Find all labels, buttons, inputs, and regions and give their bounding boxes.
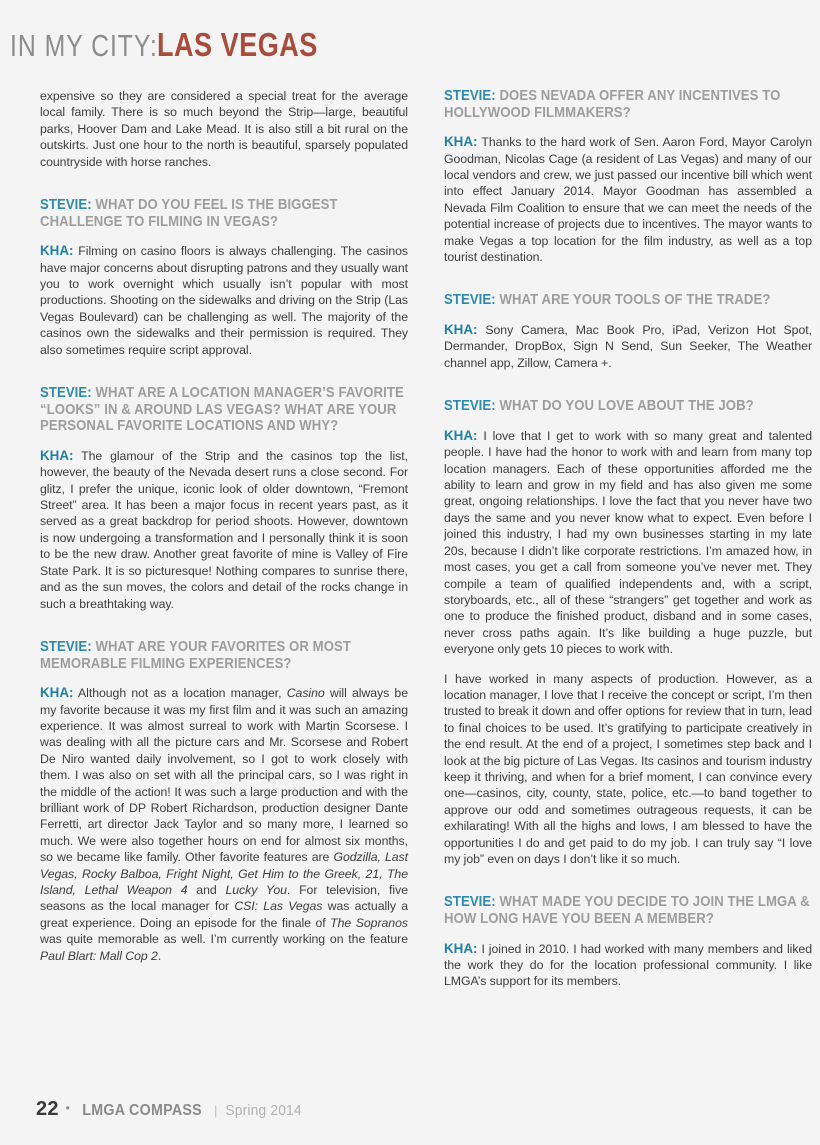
interview-answer (444, 134, 812, 265)
interview-question (444, 88, 812, 121)
question-speaker-label: STEVIE: (444, 292, 496, 309)
footer-issue-date: Spring 2014 (225, 1102, 303, 1119)
footer-bar-separator: | (214, 1103, 218, 1118)
column-left (40, 88, 408, 977)
interview-answer (40, 448, 408, 612)
interview-answer (40, 243, 408, 358)
question-speaker-label: STEVIE: (40, 197, 92, 214)
question-speaker-label: STEVIE: (40, 638, 92, 655)
answer-text: Although not as a location manager, Casino will always be my favorite because it was my first film and it was such an amazing experience. It was almost surreal to work with Martin Scorsese. I was dealing with all the picture cars and Mr. Scorsese and Robert De Niro wanted daily involvement, so I got to work closely with them. I was also on set with all the principal cars, so I was right in the middle of the action! It was such a large production and with the brilliant work of DP Robert Richardson, production designer Dante Ferretti, art director Jack Taylor and so many more, I learned so much. We were also together hours on end for almost six months, so we became like family. Other favorite features are Godzilla, Last Vegas, Rocky Balboa, Fright Night, Get Him to the Greek, 21, The Island, Lethal Weapon 4 and Lucky You. For television, five seasons as the local manager for CSI: Las Vegas was actually a great experience. Doing an episode for the finale of The Sopranos was quite memorable as well. I’m currently working on the feature Paul Blart: Mall Cop 2. (40, 686, 409, 963)
block-spacer (40, 183, 408, 197)
footer-publication-name: LMGA COMPASS (82, 1102, 202, 1119)
answer-text: Sony Camera, Mac Book Pro, iPad, Verizon Hot Spot, Dermander, DropBox, Sign N Send, Sun Seeker, The Weather channel app, Zillow, Camera +. (444, 323, 812, 370)
answer-text: I joined in 2010. I had worked with many members and liked the work they do for the location professional community. I like LMGA’s support for its members. (444, 941, 812, 989)
article-body (40, 88, 812, 1068)
block-spacer (444, 384, 812, 398)
column-right (444, 88, 812, 1003)
interview-question (40, 197, 408, 230)
question-text: DOES NEVADA OFFER ANY INCENTIVES TO HOLLYWOOD FILMMAKERS? (444, 88, 781, 121)
question-text: WHAT MADE YOU DECIDE TO JOIN THE LMGA & HOW LONG HAVE YOU BEEN A MEMBER? (444, 894, 810, 927)
answer-speaker-label: KHA: (40, 447, 74, 463)
interview-answer (444, 322, 812, 371)
masthead-lead: IN MY CITY: (10, 28, 158, 63)
page-footer (36, 1098, 306, 1121)
answer-speaker-label: KHA: (444, 134, 478, 150)
interview-answer-continued: I have worked in many aspects of production. However, as a location manager, I love that I receive the concept or script, I’m then trusted to break it down and offer options for review that in turn, lead to final choices to be used. It’s gratifying to participate creatively in the end result. At the end of a project, I sometimes step back and I look at the big picture of Las Vegas. Its casinos and tourism industry keep it thriving, and when for a brief moment, I can convince every one—casinos, city, county, state, police, etc.—to band together to approve our odd and sometimes outrageous requests, it can be exhilarating! With all the highs and lows, I am blessed to have the opportunities I do and get paid to do my job. I can truly say “I love my job” even on days I don’t like it so much. (444, 671, 812, 866)
block-spacer (40, 625, 408, 639)
block-spacer (444, 880, 812, 894)
interview-question (40, 385, 408, 435)
masthead-city: LAS VEGAS (156, 26, 318, 63)
answer-speaker-label: KHA: (444, 427, 478, 443)
answer-text: Thanks to the hard work of Sen. Aaron Ford, Mayor Carolyn Goodman, Nicolas Cage (a resident of Las Vegas) and many of our local vendors and crew, we just passed our incentive bill which went into effect January 2014. Mayor Goodman has assembled a Nevada Film Coalition to ensure that we can meet the needs of the potential increase of projects due to incentives. The mayor wants to make Vegas a top location for the film industry, as well as a top tourist destination. (444, 135, 812, 265)
answer-speaker-label: KHA: (40, 243, 74, 259)
question-text: WHAT DO YOU FEEL IS THE BIGGEST CHALLENGE TO FILMING IN VEGAS? (40, 197, 338, 230)
question-speaker-label: STEVIE: (40, 385, 92, 402)
interview-answer (444, 428, 812, 658)
footer-dot-separator: • (65, 1101, 70, 1115)
block-spacer (40, 371, 408, 385)
answer-text: Filming on casino floors is always challenging. The casinos have major concerns about disrupting patrons and they usually want you to work overnight which usually isn’t popular with most productions. Shooting on the sidewalks and driving on the Strip (Las Vegas Boulevard) can be challenging as well. The majority of the casinos own the sidewalks and their permission is required. They also sometimes require script approval. (40, 244, 408, 357)
question-text: WHAT ARE YOUR TOOLS OF THE TRADE? (495, 292, 771, 309)
interview-answer (444, 941, 812, 990)
block-spacer (444, 278, 812, 292)
interview-question (40, 639, 408, 672)
footer-page-number: 22 (36, 1098, 59, 1120)
question-text: WHAT DO YOU LOVE ABOUT THE JOB? (495, 398, 754, 415)
page-title (10, 26, 353, 64)
answer-text: The glamour of the Strip and the casinos top the list, however, the beauty of the Nevada desert runs a close second. For glitz, I prefer the unique, iconic look of older downtown, “Fremont Street” area. It has been a major focus in recent years past, as it served as a great backdrop for period shoots. However, downtown is now undergoing a transformation and I personally think it is soon to be the new draw. Another great favorite of mine is Valley of Fire State Park. It is so picturesque! Nothing compares to sunrise there, and as the sun moves, the colors and detail of the rocks change in such a breathtaking way. (40, 448, 408, 611)
answer-speaker-label: KHA: (444, 940, 478, 956)
question-text: WHAT ARE A LOCATION MANAGER’S FAVORITE “LOOKS” IN & AROUND LAS VEGAS? WHAT ARE YOUR PERSONAL FAVORITE LOCATIONS AND WHY? (40, 385, 404, 435)
question-speaker-label: STEVIE: (444, 894, 496, 911)
interview-question (444, 398, 812, 415)
question-speaker-label: STEVIE: (444, 88, 496, 104)
interview-answer (40, 685, 408, 964)
interview-answer-continued: expensive so they are considered a special treat for the average local family. There is so much beyond the Strip—large, beautiful parks, Hoover Dam and Lake Mead. It is also still a bit rural on the outskirts. Just one hour to the north is beautiful, sparsely populated countryside with horse ranches. (40, 89, 408, 169)
answer-speaker-label: KHA: (444, 322, 478, 338)
answer-speaker-label: KHA: (40, 685, 74, 701)
question-text: WHAT ARE YOUR FAVORITES OR MOST MEMORABLE FILMING EXPERIENCES? (40, 638, 351, 672)
question-speaker-label: STEVIE: (444, 398, 496, 415)
interview-question (444, 894, 812, 927)
interview-question (444, 292, 812, 309)
answer-text: I love that I get to work with so many great and talented people. I have had the honor to work with and learn from many top location managers. Each of these opportunities afforded me the ability to learn and grow in my field and has also given me some great, ongoing relationships. I love the fact that you never have two days the same and you never know what to expect. Even before I joined this industry, I had my own businesses starting in my late 20s, because I didn’t like corporate restrictions. I’m amazed how, in most cases, you get a call from someone you’ve never met. They compile a team of qualified independents and, with a script, storyboards, etc., all of these “strangers” get together and work as one to produce the finished product, disband and in some cases, never cross paths again. It’s like building a huge puzzle, but everyone only gets 10 pieces to work with. (444, 428, 812, 657)
